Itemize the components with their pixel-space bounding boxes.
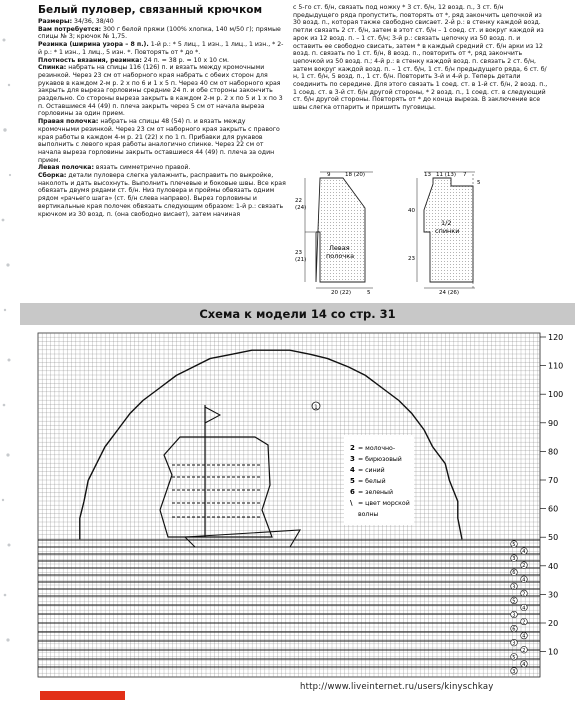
legend-number: 4 xyxy=(350,466,355,474)
chart-frame xyxy=(38,333,540,677)
dim-top-left-2: 18 (20) xyxy=(345,172,366,178)
legend-number: 3 xyxy=(350,455,355,463)
left-front-paragraph xyxy=(38,164,286,172)
rib-value: 1-й р.: * 5 лиц., 1 изн., 1 лиц., 1 изн., * 2-й р.: * 1 изн., 1 лиц., 5 изн. *. Повторять от * до *. xyxy=(38,41,284,56)
legend-number: 5 xyxy=(350,477,355,485)
right-column-text: с 5-го ст. б/н, связать под ножку * 3 ст. б/н, 12 возд. п., 3 ст. б/н предыдущего ряда пропустить, повторять от *, ряд закончить цепочкой из 30 возд. п., которая также свободно свисает. 2-й р.: в стенку каждой возд. петли связать 2 ст. б/н, затем в этот ст. б/н – 1 соед. ст. и вокруг каждой из арок из 12 возд. п. – 1 ст. б/н; 3-й р.: связать цепочку из 50 возд. п. и оставить ее свободно свисать, затем * в каждый средний ст. б/н арки из 12 возд. п. связать по 1 ст. б/н, 8 возд. п., повторить от *, ряд закончить цепочкой из 50 возд. п.; 4-й р.: в стенку каждой возд. п. связать 2 ст. б/н, затем вокруг каждой возд. п. – 1 ст. б/н, 1 ст. б/н предыдущего ряда, 6 ст. б/н, 1 ст. б/н, 5 возд. п., 1 ст. б/н. Повторить 3-й и 4-й р. Теперь детали соединить по середине. Для этого связать 1 соед. ст. в 1-й ст. б/н, 2 возд. п., 1 соед. ст. в 3-й ст. б/н другой стороны, * 2 возд. п., 1 соед. ст. в следующий ст. б/н другой стороны. Повторять от * до конца выреза. В заключение все швы слегка отпарить и пришить пуговицы. xyxy=(293,4,548,112)
row-marker-label: 2 xyxy=(522,647,526,654)
legend-text: волны xyxy=(358,511,379,518)
density-label: Плотность вязания, резинка: xyxy=(38,56,142,64)
dim-top-left-1: 9 xyxy=(327,172,331,178)
dim-left-21: (21) xyxy=(295,257,307,263)
legend-text: = синий xyxy=(358,467,385,474)
legend-text: = зеленый xyxy=(358,489,393,496)
sizes-value: 34/36, 38/40 xyxy=(72,18,114,25)
banner-title: Схема к модели 14 со стр. 31 xyxy=(199,307,396,321)
instructions-left-column xyxy=(38,4,286,218)
row-marker-label: 5 xyxy=(512,598,516,605)
materials-value: 300 г белой пряжи (100% хлопка, 140 м/50 г); прямые спицы № 3; крючок № 1,75. xyxy=(38,25,281,41)
y-tick-label: 20 xyxy=(548,619,559,628)
footer-url: http://www.liveinternet.ru/users/kinyschkay xyxy=(300,682,494,692)
y-tick-label: 10 xyxy=(548,647,559,657)
dim-bottom-5: 5 xyxy=(367,290,371,296)
row-marker-label: 4 xyxy=(522,577,526,584)
back-value: набрать на спицы 116 (126) п. и вязать между кромочными резинкой. Через 23 см от наборного края набрать с обеих сторон для рукавов в каждом 2-м р. 2 х по 6 и 1 х 5 п. Через 40 см от наборного края закрыть для выреза горловины средние 24 п. и обе стороны закончить раздельно. Со стороны выреза закрыть в каждом 2-м р. 2 х по 5 и 1 х по 3 п. Оставшиеся 44 (49) п. плеча закрыть через 5 см от начала выреза горловины за один прием. xyxy=(38,64,283,118)
assembly-value: детали пуловера слегка увлажнить, расправить по выкройке, наколоть и дать высохнуть. Выполнить плечевые и боковые швы. Все края обвязать двумя рядами ст. б/н. Низ пуловера и проймы обвязать одним рядом «рачьего шага» (ст. б/н слева направо). Вырез горловины и вертикальные края полочек обвязать следующим образом: 1-й р.: связать крючком из 30 возд. п. (она свободно висает), затем начиная xyxy=(38,172,286,218)
y-tick-label: 100 xyxy=(548,390,564,400)
materials-label: Вам потребуется: xyxy=(38,25,102,33)
legend-text: = бирюзовый xyxy=(358,456,402,463)
legend-number: 6 xyxy=(350,488,355,496)
assembly-label: Сборка: xyxy=(38,172,67,180)
pattern-diagram xyxy=(293,170,563,300)
row-marker-label: 4 xyxy=(522,605,526,612)
dim-bottom-right: 24 (26) xyxy=(439,290,460,296)
legend-text: = молочно- xyxy=(358,445,396,452)
back-label: Спинка: xyxy=(38,64,67,72)
y-tick-label: 110 xyxy=(548,361,564,371)
dim-right-5: 5 xyxy=(477,180,481,186)
row-marker-label: 5 xyxy=(512,542,516,548)
chart-banner xyxy=(20,303,575,325)
dim-right-40: 40 xyxy=(408,208,415,214)
y-tick-label: 120 xyxy=(548,333,564,342)
color-legend xyxy=(344,435,414,525)
right-front-label: Правая полочка: xyxy=(38,118,99,126)
instructions-right-column xyxy=(293,4,551,112)
right-front-value: набрать на спицы 48 (54) п. и вязать между кромочными резинкой. Через 23 см от наборного края закрыть с правого края работы в каждом 4-м р. 21 (22) х по 1 п. Прибавки для рукавов выполнить с левого края работы аналогично спинке. Через 22 см от начала выреза горловины закрыть оставшиеся 44 (49) п. плеча за один прием. xyxy=(38,118,280,164)
dim-right-23: 23 xyxy=(408,256,415,262)
y-tick-label: 60 xyxy=(548,504,559,514)
row-marker-label: 3 xyxy=(512,612,516,619)
left-front-value: вязать симметрично правой. xyxy=(93,164,191,172)
left-front-piece xyxy=(316,178,365,282)
knitting-chart xyxy=(0,325,587,700)
back-paragraph xyxy=(38,64,286,118)
density-value: 24 п. = 38 р. = 10 х 10 см. xyxy=(141,56,229,64)
row-marker-label: 3 xyxy=(512,556,516,563)
rib-label: Резинка (ширина узора – 8 п.). xyxy=(38,41,149,49)
legend-number: \ xyxy=(350,499,353,507)
row-marker-label: 2 xyxy=(522,591,526,598)
back-label-1: 1/2 xyxy=(441,219,452,227)
row-marker-label: 4 xyxy=(522,633,526,640)
back-label-2: спинки xyxy=(435,227,460,235)
right-front-paragraph xyxy=(38,118,286,164)
row-marker-label: 3 xyxy=(512,584,516,591)
dim-left-23: 23 xyxy=(295,250,302,256)
y-tick-label: 40 xyxy=(548,561,559,571)
row-marker-label: 3 xyxy=(512,668,516,675)
footer-red-bar xyxy=(40,691,125,700)
legend-text: = цвет морской xyxy=(358,500,410,507)
color-marker-label: 1 xyxy=(314,404,318,411)
sizes-label: Размеры: xyxy=(38,18,73,25)
legend-text: = белый xyxy=(358,478,386,485)
row-marker-label: 2 xyxy=(522,619,526,626)
row-marker-label: 2 xyxy=(522,563,526,570)
dim-bottom-left: 20 (22) xyxy=(331,290,352,296)
assembly-paragraph xyxy=(38,172,286,218)
y-axis-ticks xyxy=(540,333,563,657)
row-marker-label: 4 xyxy=(522,549,526,556)
y-tick-label: 30 xyxy=(548,590,559,600)
article-title: Белый пуловер, связанный крючком xyxy=(38,4,263,16)
row-marker-label: 6 xyxy=(512,570,516,577)
sizes-paragraph xyxy=(38,18,286,26)
y-tick-label: 50 xyxy=(548,533,559,543)
y-tick-label: 80 xyxy=(548,447,559,457)
left-piece-label-1: Левая xyxy=(329,244,350,252)
dim-left-24: (24) xyxy=(295,205,307,211)
dim-left-22: 22 xyxy=(295,198,302,204)
dim-top-right-1: 13 xyxy=(424,172,431,178)
legend-number: 2 xyxy=(350,444,355,452)
row-marker-label: 3 xyxy=(512,640,516,647)
dim-top-right-3: 7 xyxy=(463,172,467,178)
chart-grid xyxy=(38,333,540,677)
left-piece-label-2: полочка xyxy=(326,252,355,260)
materials-paragraph xyxy=(38,26,286,41)
rib-paragraph xyxy=(38,41,286,56)
left-front-label: Левая полочка: xyxy=(38,164,94,172)
row-marker-label: 5 xyxy=(512,654,516,661)
y-tick-label: 70 xyxy=(548,476,559,485)
dim-top-right-2: 11 (13) xyxy=(436,172,457,178)
row-marker-label: 4 xyxy=(522,661,526,668)
row-marker-label: 6 xyxy=(512,626,516,633)
y-tick-label: 90 xyxy=(548,418,559,428)
